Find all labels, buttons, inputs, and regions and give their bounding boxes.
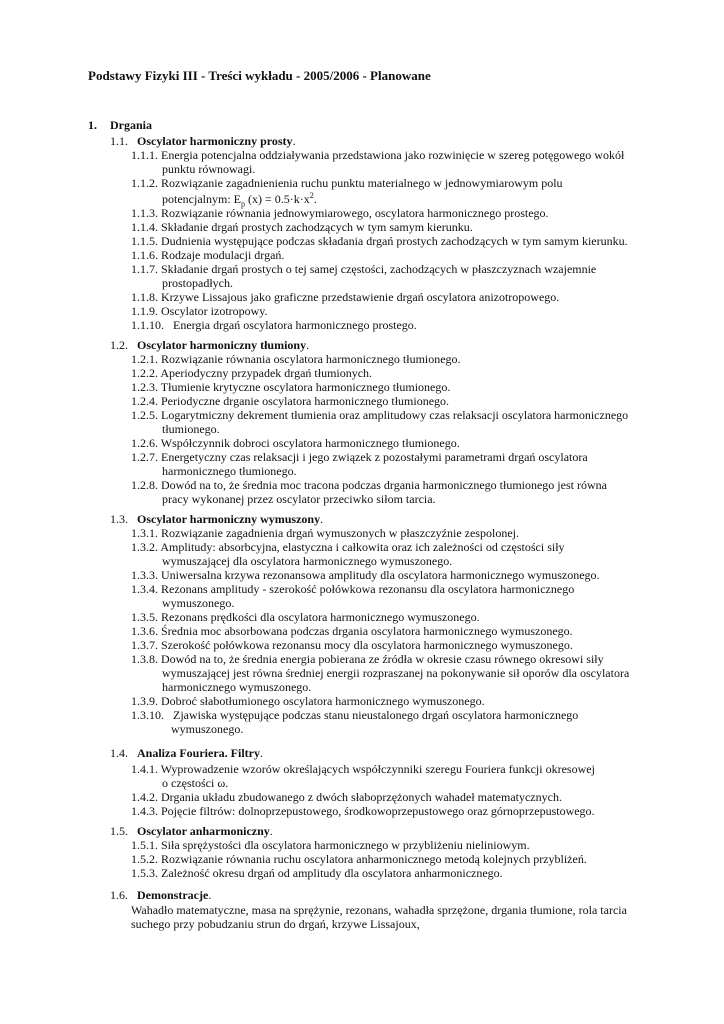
list-item xyxy=(131,380,450,394)
section-label: Demonstracje xyxy=(137,888,209,902)
list-item xyxy=(131,248,284,262)
item-number: 1.2.2. xyxy=(131,366,158,380)
item-text-continued: pracy wykonanej przez oscylator przeciwko siłom tarcia. xyxy=(162,492,436,506)
list-item xyxy=(131,708,578,722)
item-text: Współczynnik dobroci oscylatora harmonicznego tłumionego. xyxy=(160,436,460,450)
item-number: 1.2.4. xyxy=(131,394,158,408)
item-text: Wyprowadzenie wzorów określających współczynniki szeregu Fouriera funkcji okresowej xyxy=(160,762,595,776)
item-text-continued: punktu równowagi. xyxy=(162,162,256,176)
item-number: 1.1.9. xyxy=(131,304,158,318)
item-text-continued: wymuszającej dla oscylatora harmonicznego wymuszonego. xyxy=(162,554,453,568)
item-number: 1.3.1. xyxy=(131,526,158,540)
item-number: 1.2.1. xyxy=(131,352,158,366)
list-item xyxy=(131,436,460,450)
item-number: 1.1.3. xyxy=(131,206,158,220)
item-number: 1.3.8. xyxy=(131,652,158,666)
item-number: 1.2.7. xyxy=(131,450,158,464)
item-number: 1.1.4. xyxy=(131,220,158,234)
item-text: Energia potencjalna oddziaływania przedstawiona jako rozwinięcie w szereg potęgowego wokół xyxy=(161,148,625,162)
item-number: 1.3.6. xyxy=(131,624,158,638)
item-number: 1.1.7. xyxy=(131,262,158,276)
list-item xyxy=(131,304,268,318)
list-item xyxy=(131,638,573,652)
formula-period: . xyxy=(313,192,317,206)
item-text: Rodzaje modulacji drgań. xyxy=(161,248,285,262)
section-number: 1.3. xyxy=(110,512,128,526)
section-heading xyxy=(110,746,263,760)
item-text-continued: prostopadłych. xyxy=(162,276,233,290)
item-text: Składanie drgań prostych zachodzących w tym samym kierunku. xyxy=(161,220,473,234)
item-text: Średnia moc absorbowana podczas drgania oscylatora harmonicznego wymuszonego. xyxy=(161,624,573,638)
formula-superscript: 2 xyxy=(309,191,314,200)
item-text: Zjawiska występujące podczas stanu nieustalonego drgań oscylatora harmonicznego xyxy=(173,708,579,722)
section-period: . xyxy=(292,134,296,148)
section-heading xyxy=(110,888,211,902)
formula-part: potencjalnym: E xyxy=(162,192,241,206)
item-text: Zależność okresu drgań od amplitudy dla oscylatora anharmonicznego. xyxy=(161,866,503,880)
item-number: 1.2.5. xyxy=(131,408,158,422)
formula-subscript: p xyxy=(240,199,245,209)
item-text: Dowód na to, że średnia energia pobierana ze źródła w okresie czasu równego okresowi siły xyxy=(161,652,604,666)
item-number: 1.3.5. xyxy=(131,610,158,624)
list-item xyxy=(131,762,595,776)
item-text: Pojęcie filtrów: dolnoprzepustowego, środkowoprzepustowego oraz górnoprzepustowego. xyxy=(161,804,595,818)
item-number: 1.5.1. xyxy=(131,838,158,852)
item-number: 1.2.8. xyxy=(131,478,158,492)
section-heading xyxy=(110,338,309,352)
list-item xyxy=(131,582,574,596)
item-number: 1.3.10. xyxy=(131,708,164,722)
item-number: 1.3.2. xyxy=(131,540,158,554)
section-number: 1.1. xyxy=(110,134,128,148)
list-item xyxy=(131,206,549,220)
section-period: . xyxy=(208,888,212,902)
item-text: Energia drgań oscylatora harmonicznego prostego. xyxy=(173,318,417,332)
list-item xyxy=(131,394,449,408)
item-text-continued xyxy=(162,191,317,209)
item-number: 1.5.2. xyxy=(131,852,158,866)
item-text: Drgania układu zbudowanego z dwóch słaboprzężonych wahadeł matematycznych. xyxy=(161,790,562,804)
section-number: 1.4. xyxy=(110,746,128,760)
item-number: 1.3.4. xyxy=(131,582,158,596)
item-number: 1.1.2. xyxy=(131,176,158,190)
section-period: . xyxy=(306,338,310,352)
item-text: Dowód na to, że średnia moc tracona podczas drgania harmonicznego tłumionego jest równa xyxy=(161,478,607,492)
item-number: 1.2.6. xyxy=(131,436,158,450)
list-item xyxy=(131,176,563,190)
list-item xyxy=(131,220,473,234)
item-text: Rozwiązanie równania jednowymiarowego, oscylatora harmonicznego prostego. xyxy=(161,206,549,220)
item-text: Rozwiązanie równania ruchu oscylatora anharmonicznego metodą kolejnych przybliżeń. xyxy=(161,852,587,866)
chapter-number: 1. xyxy=(88,118,97,132)
section-period: . xyxy=(269,824,273,838)
section-label: Oscylator harmoniczny wymuszony xyxy=(137,512,321,526)
item-number: 1.3.7. xyxy=(131,638,158,652)
item-text: Rozwiązanie równania oscylatora harmonicznego tłumionego. xyxy=(161,352,461,366)
chapter-label: Drgania xyxy=(110,118,152,132)
list-item xyxy=(131,262,596,276)
section-heading xyxy=(110,512,323,526)
item-text: Rezonans prędkości dla oscylatora harmonicznego wymuszonego. xyxy=(161,610,480,624)
list-item xyxy=(131,148,624,162)
section-number: 1.2. xyxy=(110,338,128,352)
item-text: Składanie drgań prostych o tej samej częstości, zachodzących w płaszczyznach wzajemnie xyxy=(161,262,597,276)
section-period: . xyxy=(320,512,324,526)
item-text-continued: o częstości ω. xyxy=(162,776,229,790)
item-number: 1.1.1. xyxy=(131,148,158,162)
list-item xyxy=(131,450,588,464)
item-number: 1.4.2. xyxy=(131,790,158,804)
chapter-heading xyxy=(88,118,97,132)
section-number: 1.6. xyxy=(110,888,128,902)
item-number: 1.1.6. xyxy=(131,248,158,262)
list-item xyxy=(131,408,628,422)
demonstrations-text: Wahadło matematyczne, masa na sprężynie, rezonans, wahadła sprzężone, drgania tłumione, rola tarcia xyxy=(131,903,627,917)
item-text: Dobroć słabotłumionego oscylatora harmonicznego wymuszonego. xyxy=(161,694,485,708)
section-label: Oscylator harmoniczny prosty xyxy=(137,134,293,148)
item-text: Logarytmiczny dekrement tłumienia oraz amplitudowy czas relaksacji oscylatora harmonicznego xyxy=(161,408,629,422)
list-item xyxy=(131,610,480,624)
list-item xyxy=(131,540,565,554)
list-item xyxy=(131,838,530,852)
item-number: 1.2.3. xyxy=(131,380,158,394)
item-text: Szerokość połówkowa rezonansu mocy dla oscylatora harmonicznego wymuszonego. xyxy=(161,638,573,652)
item-text-continued: harmonicznego tłumionego. xyxy=(162,464,297,478)
list-item xyxy=(131,366,372,380)
section-label: Oscylator harmoniczny tłumiony xyxy=(137,338,307,352)
item-text: Krzywe Lissajous jako graficzne przedstawienie drgań oscylatora anizotropowego. xyxy=(161,290,560,304)
list-item xyxy=(131,694,485,708)
item-text: Amplitudy: absorbcyjna, elastyczna i całkowita oraz ich zależności od częstości siły xyxy=(160,540,565,554)
item-text: Rozwiązanie zagadnienia drgań wymuszonych w płaszczyźnie zespolonej. xyxy=(161,526,519,540)
item-number: 1.3.3. xyxy=(131,568,158,582)
formula-part: (x) = 0.5·k·x xyxy=(244,192,310,206)
list-item xyxy=(131,318,417,332)
list-item xyxy=(131,866,503,880)
list-item xyxy=(131,526,519,540)
item-text-continued: tłumionego. xyxy=(162,422,220,436)
list-item xyxy=(131,652,604,666)
item-number: 1.4.1. xyxy=(131,762,158,776)
item-number: 1.3.9. xyxy=(131,694,158,708)
list-item xyxy=(131,852,587,866)
list-item xyxy=(131,804,595,818)
item-number: 1.1.10. xyxy=(131,318,164,332)
item-text: Rezonans amplitudy - szerokość połówkowa rezonansu dla oscylatora harmonicznego xyxy=(161,582,575,596)
item-number: 1.1.5. xyxy=(131,234,158,248)
item-number: 1.1.8. xyxy=(131,290,158,304)
item-text: Rozwiązanie zagadnienienia ruchu punktu materialnego w jednowymiarowym polu xyxy=(161,176,563,190)
item-text: Oscylator izotropowy. xyxy=(161,304,268,318)
demonstrations-text: suchego przy pobudzaniu strun do drgań, krzywe Lissajoux, xyxy=(131,917,420,931)
item-text: Uniwersalna krzywa rezonansowa amplitudy dla oscylatora harmonicznego wymuszonego. xyxy=(161,568,600,582)
item-text: Periodyczne drganie oscylatora harmonicznego tłumionego. xyxy=(161,394,450,408)
item-text: Energetyczny czas relaksacji i jego związek z pozostałymi parametrami drgań oscylatora xyxy=(161,450,588,464)
item-number: 1.5.3. xyxy=(131,866,158,880)
list-item xyxy=(131,790,562,804)
page-title: Podstawy Fizyki III - Treści wykładu - 2005/2006 - Planowane xyxy=(88,68,431,83)
list-item xyxy=(131,568,600,582)
item-text: Dudnienia występujące podczas składania drgań prostych zachodzących w tym samym kierunku. xyxy=(161,234,628,248)
item-number: 1.4.3. xyxy=(131,804,158,818)
item-text: Siła sprężystości dla oscylatora harmonicznego w przybliżeniu nieliniowym. xyxy=(161,838,530,852)
list-item xyxy=(131,290,559,304)
item-text-continued: harmonicznego wymuszonego. xyxy=(162,680,312,694)
list-item xyxy=(131,624,573,638)
item-text: Aperiodyczny przypadek drgań tłumionych. xyxy=(160,366,373,380)
list-item xyxy=(131,352,461,366)
list-item xyxy=(131,478,607,492)
item-text-continued: wymuszonego. xyxy=(162,596,235,610)
section-label: Analiza Fouriera. Filtry xyxy=(137,746,260,760)
item-text-continued: wymuszającej jest równa średniej energii rozpraszanej na pokonywanie sił oporów dla oscylatora xyxy=(162,666,630,680)
item-text-continued: wymuszonego. xyxy=(171,722,244,736)
section-heading xyxy=(110,134,296,148)
list-item xyxy=(131,234,628,248)
item-text: Tłumienie krytyczne oscylatora harmonicznego tłumionego. xyxy=(160,380,451,394)
section-period: . xyxy=(259,746,263,760)
section-heading xyxy=(110,824,273,838)
section-number: 1.5. xyxy=(110,824,128,838)
section-label: Oscylator anharmoniczny xyxy=(137,824,270,838)
